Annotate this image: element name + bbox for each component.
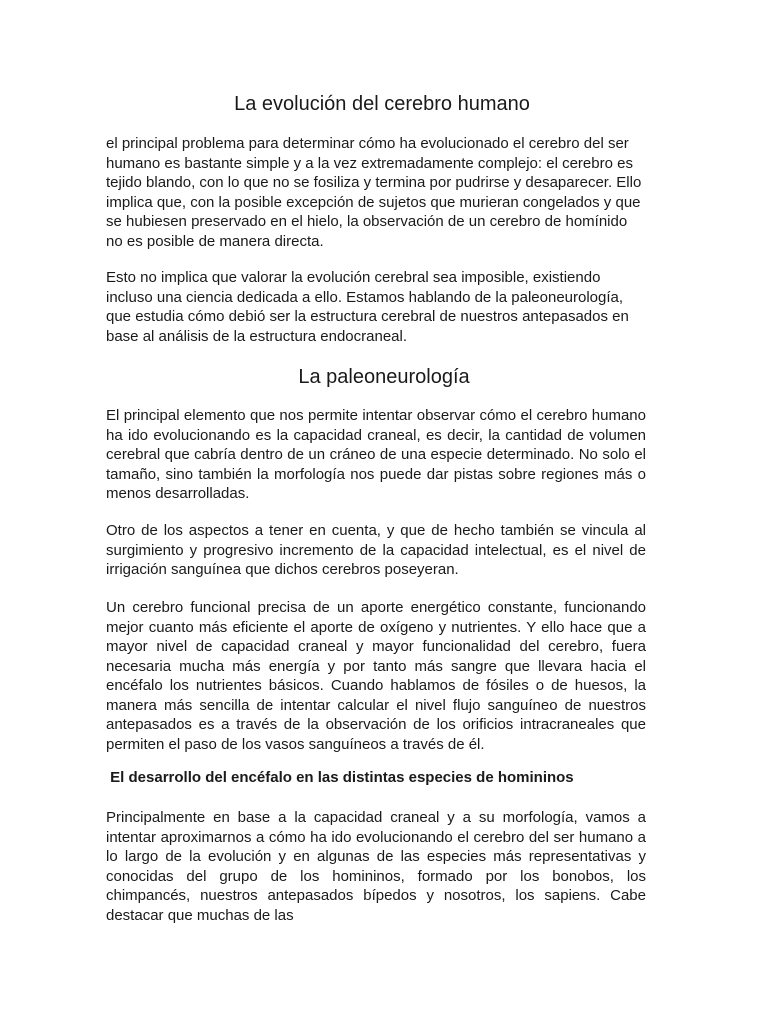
paragraph-intro: el principal problema para determinar cómo ha evolucionado el cerebro del ser humano es bastante simple y a la vez extremadamente complejo: el cerebro es tejido blando, con lo que no se fosiliza y termina por pudrirse y desaparecer. Ello implica que, con la posible excepción de sujetos que murieran congelados y que se hubiesen preservado en el hielo, la observación de un cerebro de homínido no es posible de manera directa. bbox=[106, 135, 642, 250]
paragraph-hominin-evolution: Principalmente en base a la capacidad craneal y a su morfología, vamos a intentar aproximarnos a cómo ha ido evolucionando el cerebro del ser humano a lo largo de la evolución y en algunas de las especies más representativas y conocidas del grupo de los homininos, formado por los bonobos, los chimpancés, nuestros antepasados bípedos y nosotros, los sapiens. Cabe destacar que muchas de las bbox=[106, 809, 646, 924]
paragraph-cranial-capacity: El principal elemento que nos permite intentar observar cómo el cerebro humano ha ido evolucionando es la capacidad craneal, es decir, la cantidad de volumen cerebral que cabría dentro de un cráneo de una especie determinado. No solo el tamaño, sino también la morfología nos puede dar pistas sobre regiones más o menos desarrolladas. bbox=[106, 407, 646, 502]
paragraph-paleoneurology-intro: Esto no implica que valorar la evolución cerebral sea imposible, existiendo incluso una ciencia dedicada a ello. Estamos hablando de la paleoneurología, que estudia cómo debió ser la estructura cerebral de nuestros antepasados en base al análisis de la estructura endocraneal. bbox=[106, 269, 629, 345]
subheading: El desarrollo del encéfalo en las distintas especies de homininos bbox=[106, 769, 574, 786]
paragraph-blood-irrigation: Otro de los aspectos a tener en cuenta, y que de hecho también se vincula al surgimiento y progresivo incremento de la capacidad intelectual, es el nivel de irrigación sanguínea que dichos cerebros poseyeran. bbox=[106, 522, 646, 578]
paragraph-energy-supply: Un cerebro funcional precisa de un aporte energético constante, funcionando mejor cuanto más eficiente el aporte de oxígeno y nutrientes. Y ello hace que a mayor nivel de capacidad craneal y mayor funcionalidad del cerebro, fuera necesaria mucha más energía y por tanto más sangre que llevara hacia el encéfalo los nutrientes básicos. Cuando hablamos de fósiles o de huesos, la manera más sencilla de intentar calcular el nivel flujo sanguíneo de nuestros antepasados es a través de la observación de los orificios intracraneales que permiten el paso de los vasos sanguíneos a través de él. bbox=[106, 599, 646, 753]
section-title: La paleoneurología bbox=[298, 366, 470, 388]
page-title: La evolución del cerebro humano bbox=[234, 93, 530, 115]
